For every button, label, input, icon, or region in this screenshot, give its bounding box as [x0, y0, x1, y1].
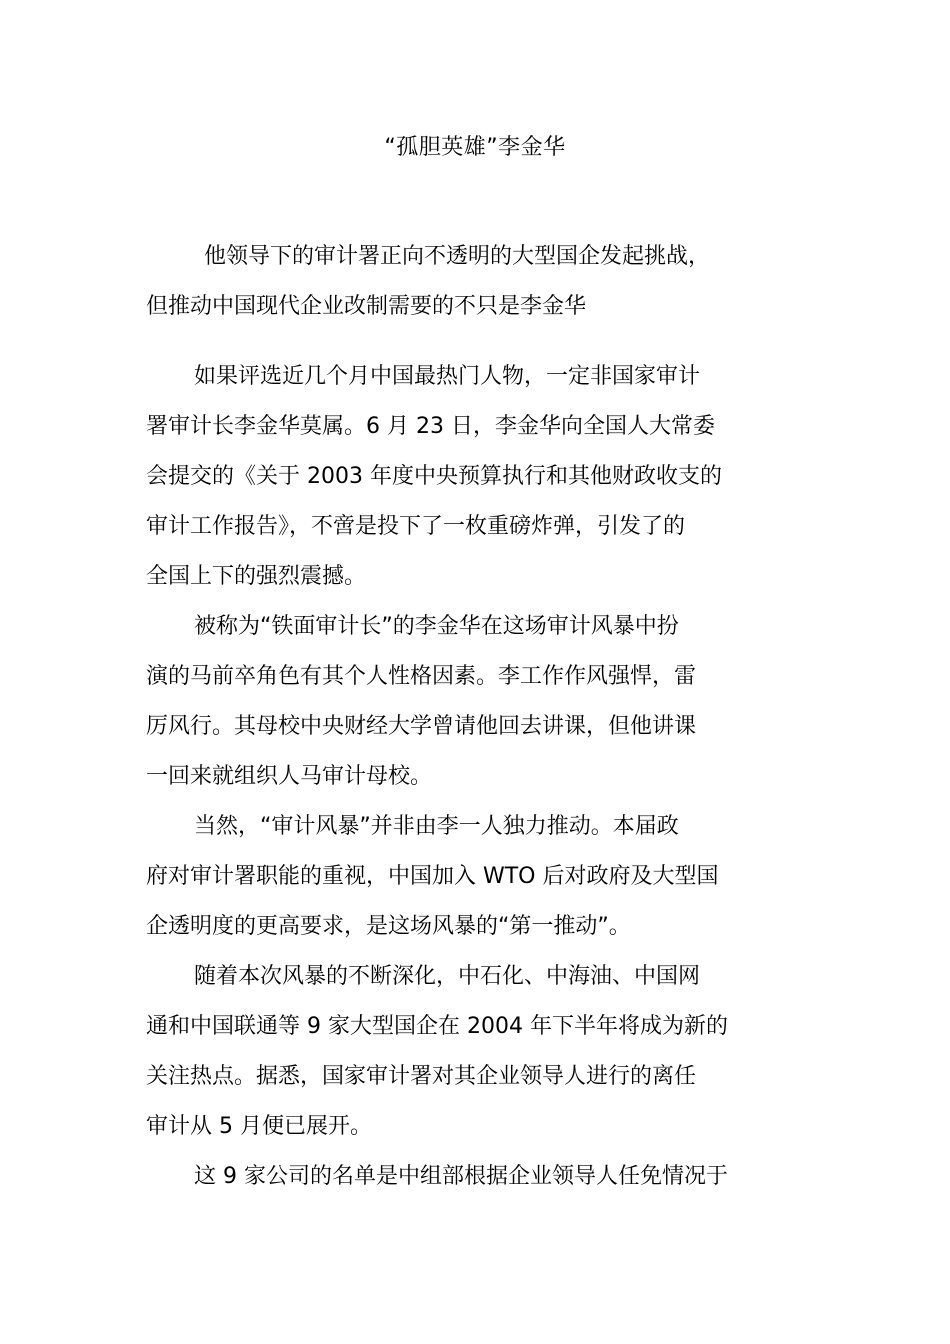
subtitle-line: 他领导下的审计署正向不透明的大型国企发起挑战， — [204, 244, 711, 269]
paragraph-line: 演的马前卒角色有其个人性格因素。李工作作风强悍，雷 — [146, 664, 697, 689]
paragraph-line: 如果评选近几个月中国最热门人物，一定非国家审计 — [194, 364, 701, 389]
paragraph-line: 这 9 家公司的名单是中组部根据企业领导人任免情况于 — [194, 1164, 728, 1189]
paragraph — [146, 802, 826, 952]
paragraph-line: 厉风行。其母校中央财经大学曾请他回去讲课，但他讲课 — [146, 714, 697, 739]
paragraph-line: 通和中国联通等 9 家大型国企在 2004 年下半年将成为新的 — [146, 1014, 728, 1039]
paragraph — [146, 352, 826, 602]
paragraph — [146, 952, 826, 1152]
document-body — [146, 352, 826, 1202]
paragraph-line: 府对审计署职能的重视，中国加入 WTO 后对政府及大型国 — [146, 864, 719, 889]
paragraph-line: 当然，“审计风暴”并非由李一人独力推动。本届政 — [194, 814, 679, 839]
paragraph-line: 一回来就组织人马审计母校。 — [146, 764, 433, 789]
subtitle-line: 但推动中国现代企业改制需要的不只是李金华 — [146, 294, 587, 319]
document-title: “孤胆英雄”李金华 — [384, 135, 566, 160]
paragraph-line: 署审计长李金华莫属。6 月 23 日，李金华向全国人大常委 — [146, 414, 715, 439]
paragraph-line: 被称为“铁面审计长”的李金华在这场审计风暴中扮 — [194, 614, 679, 639]
paragraph-line: 会提交的《关于 2003 年度中央预算执行和其他财政收支的 — [146, 464, 722, 489]
paragraph — [146, 1152, 826, 1202]
paragraph-line: 全国上下的强烈震撼。 — [146, 564, 367, 589]
paragraph-line: 企透明度的更高要求，是这场风暴的“第一推动”。 — [146, 914, 631, 939]
paragraph-line: 关注热点。据悉，国家审计署对其企业领导人进行的离任 — [146, 1064, 697, 1089]
paragraph-line: 审计工作报告》，不啻是投下了一枚重磅炸弹，引发了的 — [146, 514, 686, 539]
paragraph-line: 随着本次风暴的不断深化，中石化、中海油、中国网 — [194, 964, 701, 989]
paragraph-line: 审计从 5 月便已展开。 — [146, 1114, 372, 1139]
paragraph — [146, 602, 826, 802]
document-subtitle — [146, 232, 806, 332]
